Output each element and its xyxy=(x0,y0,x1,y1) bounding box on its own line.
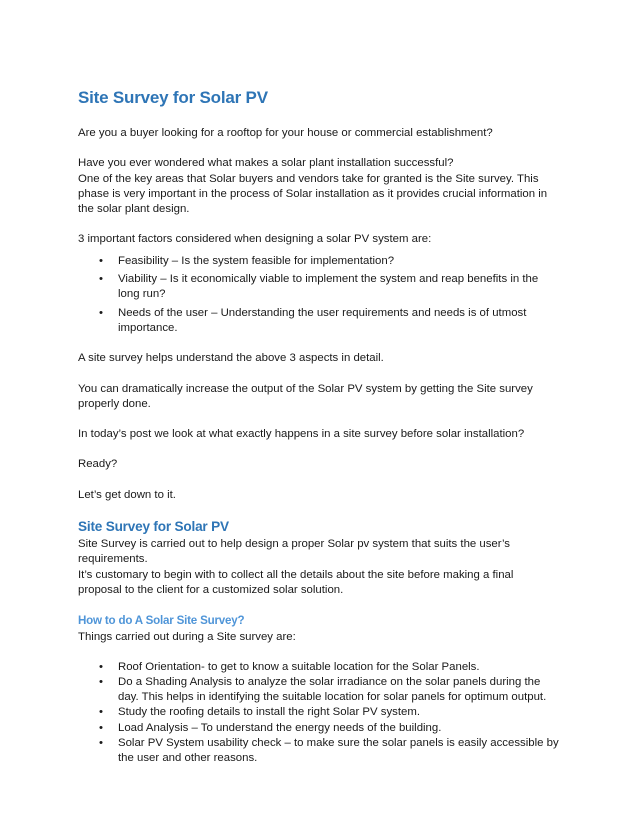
section2-intro: Things carried out during a Site survey are: xyxy=(78,631,296,644)
list-item-text: Feasibility – Is the system feasible for implementation? xyxy=(118,254,395,267)
list-item xyxy=(78,306,560,337)
bullet-icon: • xyxy=(99,737,103,750)
list-item-text: Load Analysis – To understand the energy needs of the building. xyxy=(118,721,442,734)
list-item-text: Roof Orientation- to get to know a suitable location for the Solar Panels. xyxy=(118,660,480,673)
page-title: Site Survey for Solar PV xyxy=(78,88,268,107)
paragraph-aspects: A site survey helps understand the above 3 aspects in detail. xyxy=(78,352,384,365)
section-heading-site-survey: Site Survey for Solar PV xyxy=(78,519,229,535)
list-item xyxy=(78,660,560,675)
list-item xyxy=(78,705,560,720)
list-item-text: Viability – Is it economically viable to implement the system and reap benefits in the long run? xyxy=(118,273,539,301)
paragraph-ready: Ready? xyxy=(78,458,118,471)
list-item xyxy=(78,272,560,303)
factors-list xyxy=(78,254,560,336)
section1-paragraph-2: It’s customary to begin with to collect all the details about the site before making a final proposal to the client for a customized solar solution. xyxy=(78,568,514,596)
paragraph-wonder-2: One of the key areas that Solar buyers and vendors take for granted is the Site survey. This phase is very important in the process of Solar installation as it provides crucial information in the solar plant design. xyxy=(78,172,548,216)
section1-paragraph-1: Site Survey is carried out to help design a proper Solar pv system that suits the user’s requirements. xyxy=(78,538,511,566)
list-item xyxy=(78,254,560,269)
list-item-text: Needs of the user – Understanding the user requirements and needs is of utmost importance. xyxy=(118,306,527,334)
bullet-icon: • xyxy=(99,706,103,719)
list-item-text: Study the roofing details to install the right Solar PV system. xyxy=(118,706,421,719)
intro-question: Are you a buyer looking for a rooftop for your house or commercial establishment? xyxy=(78,127,493,139)
activities-list xyxy=(78,660,560,767)
bullet-icon: • xyxy=(99,254,103,267)
list-item xyxy=(78,736,560,767)
paragraph-down: Let’s get down to it. xyxy=(78,488,176,501)
list-item-text: Solar PV System usability check – to make sure the solar panels is easily accessible by the user and other reasons. xyxy=(118,737,559,765)
list-item-text: Do a Shading Analysis to analyze the solar irradiance on the solar panels during the day. This helps in identifying the suitable location for solar panels for optimum output. xyxy=(118,675,547,704)
bullet-icon: • xyxy=(99,721,103,734)
paragraph-today: In today’s post we look at what exactly happens in a site survey before solar installation? xyxy=(78,428,525,441)
paragraph-increase: You can dramatically increase the output of the Solar PV system by getting the Site survey properly done. xyxy=(78,382,533,410)
factors-intro: 3 important factors considered when designing a solar PV system are: xyxy=(78,233,432,246)
paragraph-wonder-1: Have you ever wondered what makes a solar plant installation successful? xyxy=(78,157,454,170)
bullet-icon: • xyxy=(99,306,103,319)
bullet-icon: • xyxy=(99,675,103,688)
bullet-icon: • xyxy=(99,660,103,673)
section-heading-how-to: How to do A Solar Site Survey? xyxy=(78,614,245,628)
list-item xyxy=(78,721,560,736)
bullet-icon: • xyxy=(99,273,103,286)
list-item xyxy=(78,675,560,706)
